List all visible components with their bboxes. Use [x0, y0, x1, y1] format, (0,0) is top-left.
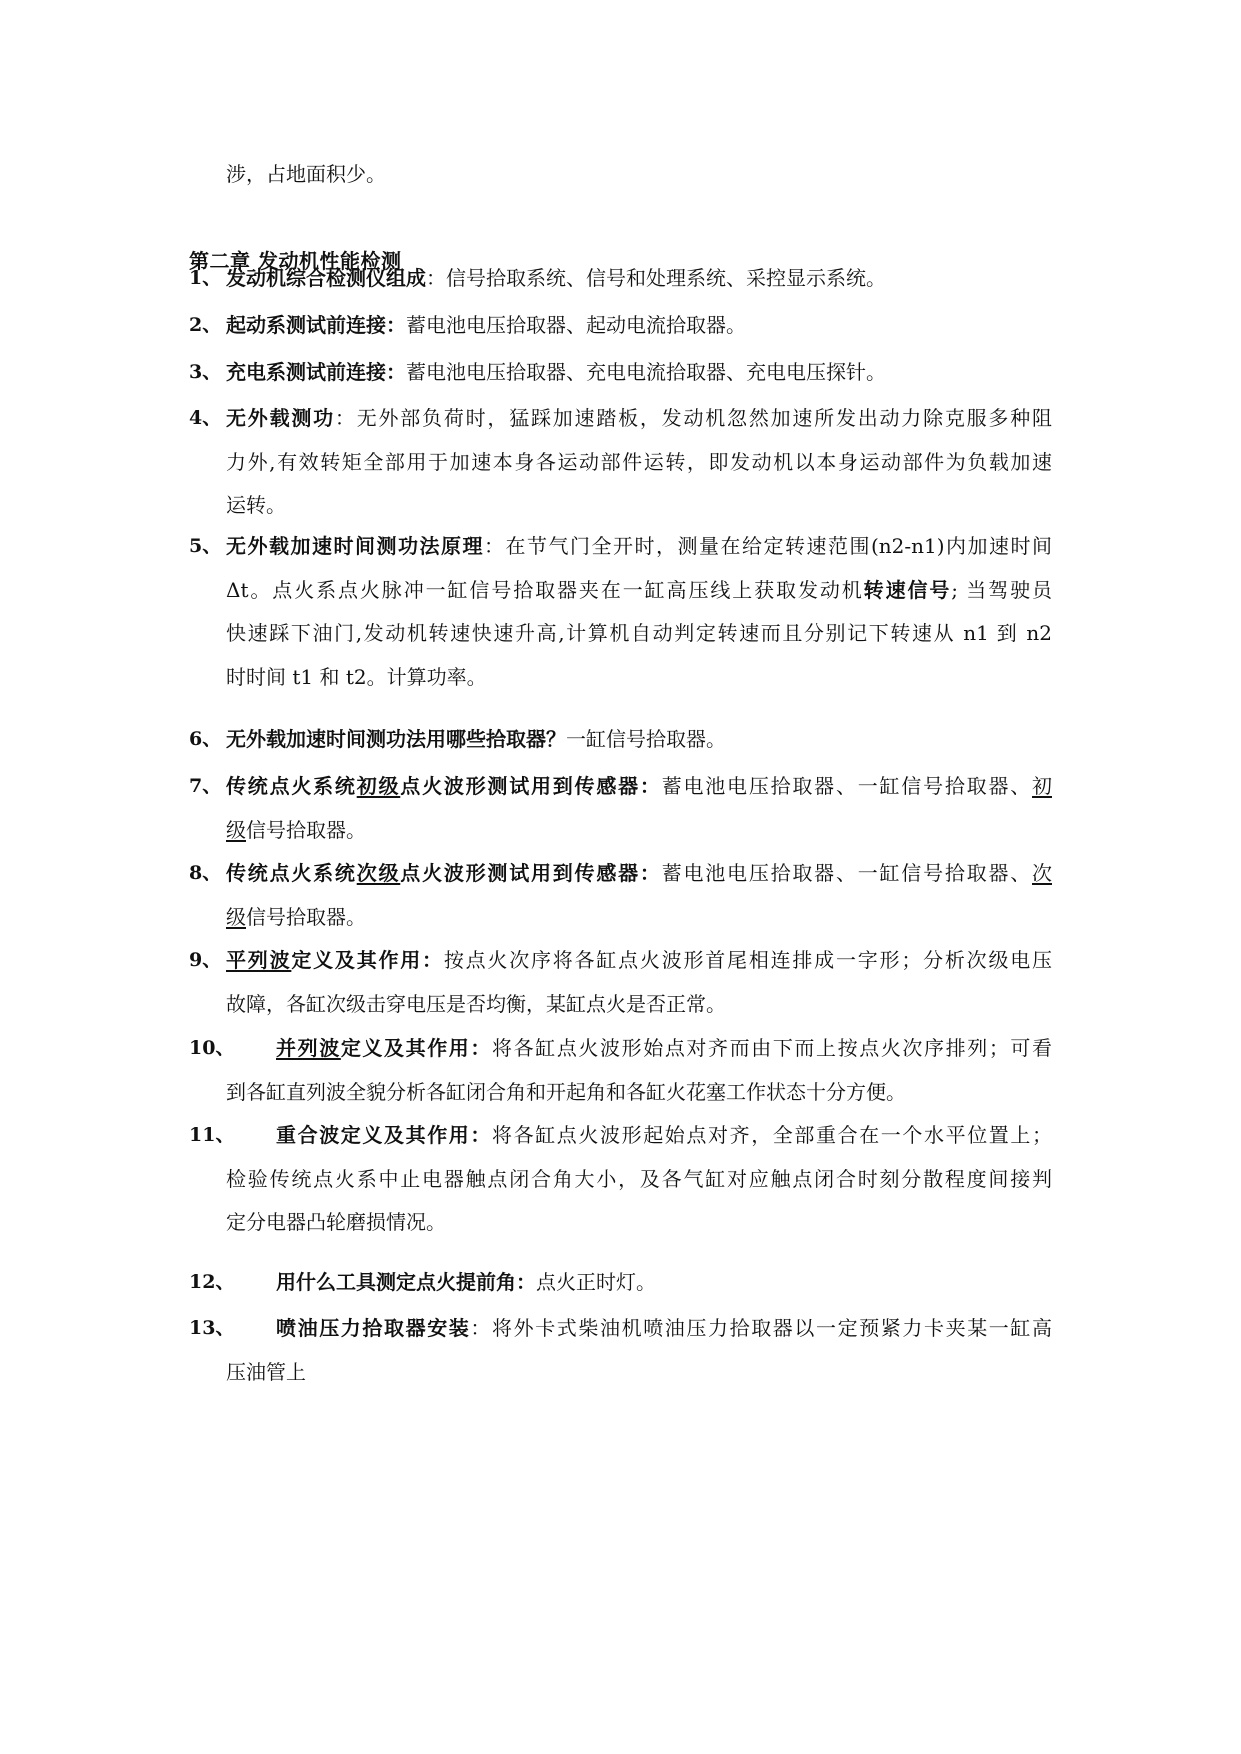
item-text: ; 当驾驶员 [951, 578, 1052, 602]
item-number: 11、 [189, 1124, 235, 1146]
item-line [226, 903, 1052, 931]
item-number: 7、 [189, 775, 222, 797]
item-text: 力外,有效转矩全部用于加速本身各运动部件运转，即发动机以本身运动部件为负载加速 [226, 450, 1052, 474]
item-text: ：无外部负荷时，猛踩加速踏板，发动机忽然加速所发出动力除克服多种阻 [334, 406, 1052, 430]
item-line [226, 619, 1052, 647]
list-item [189, 404, 1052, 536]
item-line [226, 1078, 1052, 1106]
item-term: 喷油压力拾取器安装 [276, 1316, 471, 1340]
item-text: ：将外卡式柴油机喷油压力拾取器以一定预紧力卡夹某一缸高 [470, 1316, 1052, 1340]
item-text: 按点火次序将各缸点火波形首尾相连排成一字形；分析次级电压 [443, 948, 1052, 972]
list-item [189, 1268, 1052, 1312]
item-number: 2、 [189, 314, 222, 336]
list-item [189, 1121, 1052, 1253]
item-number: 12、 [189, 1271, 235, 1293]
item-text: 运转。 [226, 493, 286, 517]
list-item [189, 311, 1052, 355]
item-line [226, 816, 1052, 844]
item-line [226, 663, 1052, 691]
item-term: 无外载加速时间测功法用哪些拾取器？ [226, 727, 566, 751]
item-line [226, 311, 1052, 339]
item-term: 无外载测功 [226, 406, 335, 430]
item-term: 并列波 [276, 1036, 341, 1060]
item-number: 6、 [189, 728, 222, 750]
item-line [276, 1121, 1052, 1149]
list-item [189, 358, 1052, 402]
continuation-text: 涉，占地面积少。 [226, 162, 386, 186]
item-text: 时时间 t1 和 t2。计算功率。 [226, 665, 487, 689]
list-item [189, 1034, 1052, 1122]
list-item [189, 1314, 1052, 1402]
list-item [189, 859, 1052, 947]
item-number: 13、 [189, 1317, 235, 1339]
item-line [226, 491, 1052, 519]
item-line [226, 859, 1052, 887]
item-line [226, 576, 1052, 604]
item-line [226, 1208, 1052, 1236]
item-text: 蓄电池电压拾取器、一缸信号拾取器、 [661, 774, 1033, 798]
item-text: 故障，各缸次级击穿电压是否均衡，某缸点火是否正常。 [226, 992, 726, 1016]
item-term: 传统点火系统 [226, 861, 357, 885]
list-item [189, 772, 1052, 860]
list-item [189, 264, 1052, 308]
item-line [226, 264, 1052, 292]
item-text: ：信号拾取系统、信号和处理系统、采控显示系统。 [426, 266, 886, 290]
item-text: 将各缸点火波形始点对齐而由下而上按点火次序排列；可看 [492, 1036, 1052, 1060]
item-line [226, 358, 1052, 386]
item-line [226, 990, 1052, 1018]
item-text: Δt。点火系点火脉冲一缸信号拾取器夹在一缸高压线上获取发动机 [226, 578, 864, 602]
item-number: 8、 [189, 862, 222, 884]
item-term: 用什么工具测定点火提前角： [276, 1270, 536, 1294]
item-term: 定义及其作用： [291, 948, 444, 972]
chapter-heading: 第二章 发动机性能检测 [189, 249, 402, 273]
item-number: 9、 [189, 949, 222, 971]
item-line [276, 1268, 1052, 1296]
item-text: 蓄电池电压拾取器、起动电流拾取器。 [406, 313, 746, 337]
item-term: 传统点火系统 [226, 774, 357, 798]
item-text: 信号拾取器。 [246, 905, 366, 929]
item-term: 转速信号 [863, 578, 952, 602]
item-line [226, 772, 1052, 800]
item-text: 蓄电池电压拾取器、一缸信号拾取器、 [661, 861, 1033, 885]
item-text: 次 [1032, 861, 1052, 885]
item-line [276, 1034, 1052, 1062]
item-number: 3、 [189, 361, 222, 383]
item-text: 点火正时灯。 [536, 1270, 656, 1294]
item-line [226, 1358, 1052, 1386]
item-text: 级 [226, 818, 246, 842]
item-term: 起动系测试前连接： [226, 313, 406, 337]
item-text: 蓄电池电压拾取器、充电电流拾取器、充电电压探针。 [406, 360, 886, 384]
item-line [276, 1314, 1052, 1342]
list-item [189, 946, 1052, 1034]
item-term: 平列波 [226, 948, 292, 972]
item-number: 5、 [189, 535, 222, 557]
item-text: 将各缸点火波形起始点对齐，全部重合在一个水平位置上； [492, 1123, 1052, 1147]
item-term: 点火波形测试用到传感器： [400, 774, 662, 798]
list-item [189, 725, 1052, 769]
item-term: 定义及其作用： [340, 1036, 493, 1060]
item-line [226, 404, 1052, 432]
list-item [189, 532, 1052, 707]
item-text: 一缸信号拾取器。 [566, 727, 726, 751]
item-text: 级 [226, 905, 246, 929]
item-line [226, 532, 1052, 560]
item-text: 定分电器凸轮磨损情况。 [226, 1210, 446, 1234]
item-line [226, 448, 1052, 476]
item-term: 无外载加速时间测功法原理 [226, 534, 484, 558]
item-text: 压油管上 [226, 1360, 306, 1384]
item-term: 初级 [356, 774, 401, 798]
item-text: 初 [1032, 774, 1052, 798]
item-line [226, 946, 1052, 974]
item-term: 次级 [356, 861, 401, 885]
item-text: ：在节气门全开时，测量在给定转速范围(n2-n1)内加速时间 [483, 534, 1052, 558]
item-term: 充电系测试前连接： [226, 360, 406, 384]
item-text: 检验传统点火系中止电器触点闭合角大小，及各气缸对应触点闭合时刻分散程度间接判 [226, 1167, 1052, 1191]
item-text: 快速踩下油门,发动机转速快速升高,计算机自动判定转速而且分别记下转速从 n1 到 n2 [226, 621, 1052, 645]
item-number: 10、 [189, 1037, 235, 1059]
item-text: 信号拾取器。 [246, 818, 366, 842]
item-line [226, 725, 1052, 753]
item-term: 点火波形测试用到传感器： [400, 861, 662, 885]
item-number: 4、 [189, 407, 222, 429]
item-term: 重合波定义及其作用： [276, 1123, 492, 1147]
item-term: 发动机综合检测仪组成 [226, 266, 426, 290]
item-text: 到各缸直列波全貌分析各缸闭合角和开起角和各缸火花塞工作状态十分方便。 [226, 1080, 906, 1104]
item-number: 1、 [189, 267, 222, 289]
item-line [226, 1165, 1052, 1193]
